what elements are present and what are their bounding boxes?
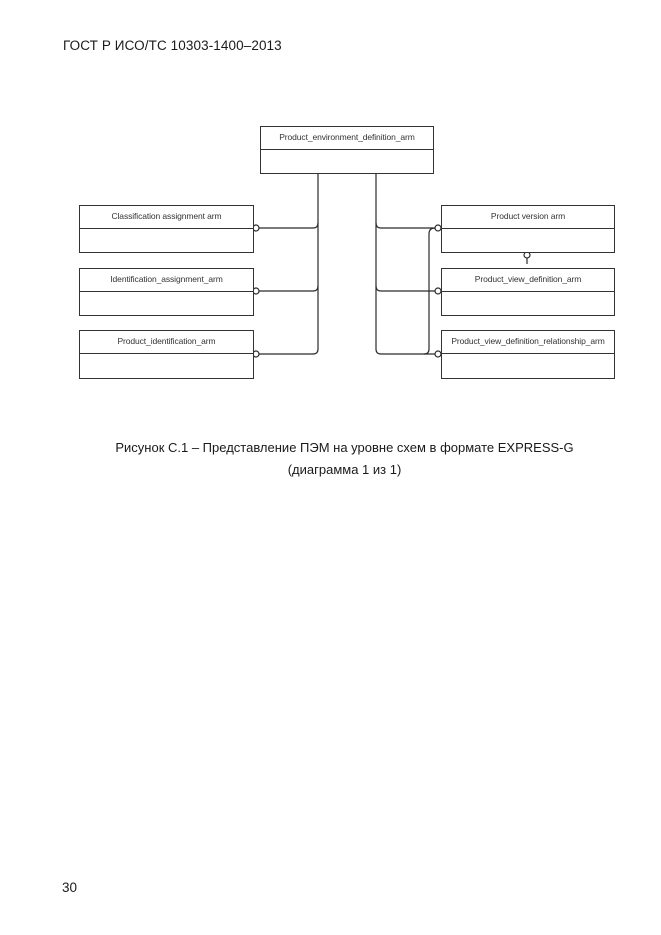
entity-classification-assignment (79, 205, 254, 253)
figure-caption: Рисунок С.1 – Представление ПЭМ на уровне схем в формате EXPRESS-G (115, 440, 574, 455)
figure-caption-subtitle: (диаграмма 1 из 1) (287, 462, 402, 477)
document-header: ГОСТ Р ИСО/ТС 10303-1400–2013 (63, 38, 282, 53)
entity-name: Classification assignment arm (80, 206, 253, 229)
connector-to-product-view-definition (376, 286, 435, 291)
connector-to-classification (259, 223, 318, 228)
entity-name: Product_environment_definition_arm (261, 127, 433, 150)
entity-name: Product_view_definition_arm (442, 269, 614, 292)
connector-left-trunk (313, 173, 318, 354)
entity-product-version (441, 205, 615, 253)
entity-name: Identification_assignment_arm (80, 269, 253, 292)
entity-name: Product version arm (442, 206, 614, 229)
entity-identification-assignment (79, 268, 254, 316)
connector-to-identification (259, 286, 318, 291)
entity-product-identification (79, 330, 254, 379)
connector-to-product-version (376, 223, 435, 228)
entity-name: Product_identification_arm (80, 331, 253, 354)
connector-right-trunk (376, 173, 381, 354)
entity-product-view-definition (441, 268, 615, 316)
page-number: 30 (62, 880, 78, 895)
entity-product-view-definition-relationship (441, 330, 615, 379)
entity-product-environment-definition (260, 126, 434, 174)
entity-name: Product_view_definition_relationship_arm (442, 331, 614, 354)
